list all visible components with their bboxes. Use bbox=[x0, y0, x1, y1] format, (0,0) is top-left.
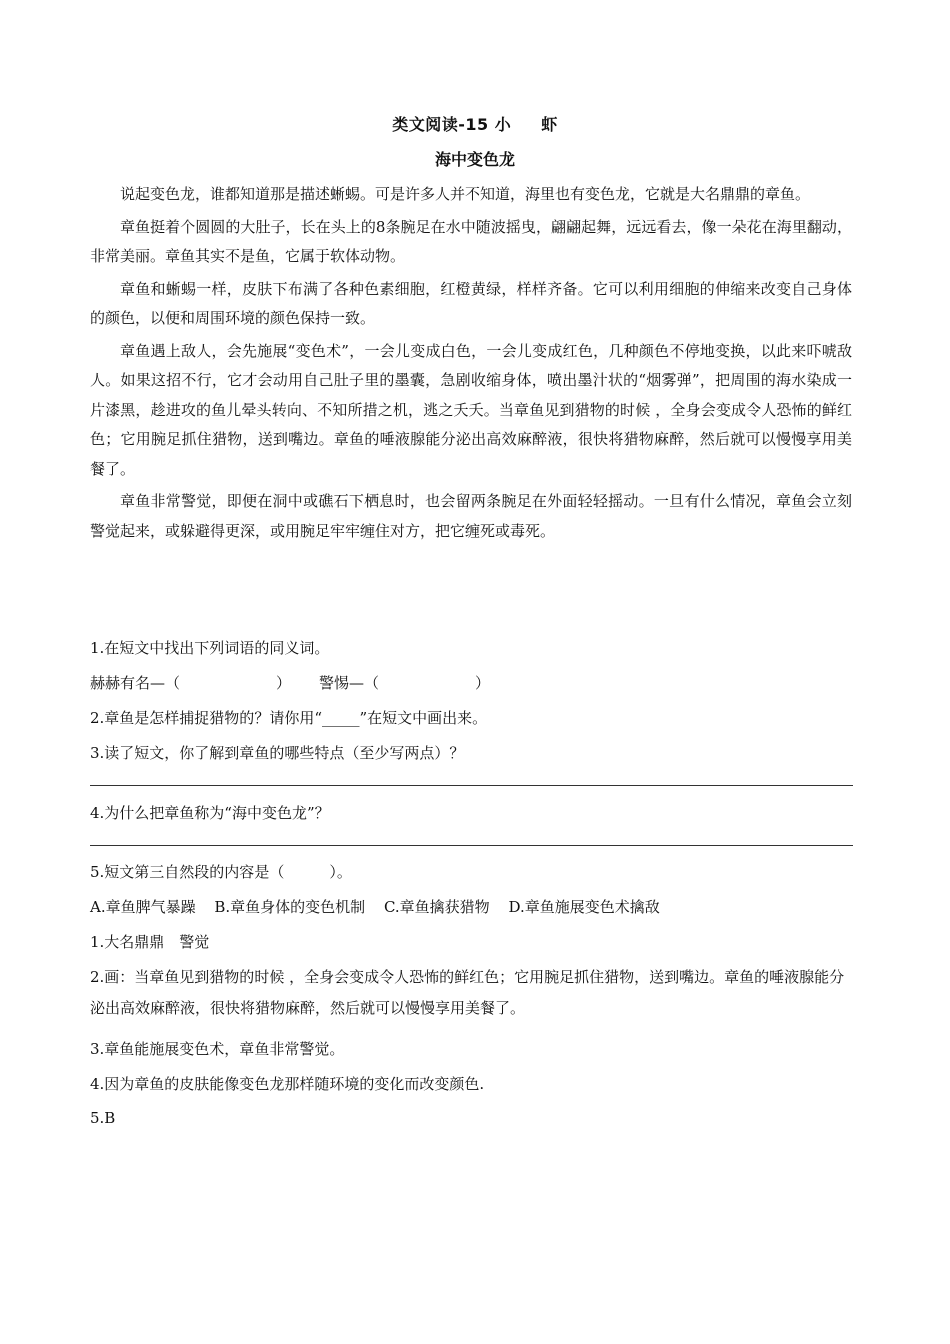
document-title bbox=[0, 112, 950, 135]
question-1-items: 赫赫有名—（ ） 警惕—（ ） bbox=[90, 674, 491, 692]
answer-4: 4.因为章鱼的皮肤能像变色龙那样随环境的变化而改变颜色. bbox=[90, 1075, 485, 1093]
answer-2: 2.画：当章鱼见到猎物的时候 ，全身会变成令人恐怖的鲜红色；它用腕足抓住猎物，送到嘴边。章鱼的唾液腺能分泌出高效麻醉液，很快将猎物麻醉，然后就可以慢慢享用美餐了。 bbox=[90, 968, 845, 1017]
question-5: 5.短文第三自然段的内容是（ ）。 bbox=[90, 863, 352, 881]
passage-title: 海中变色龙 bbox=[434, 150, 515, 169]
passage-paragraph-4: 章鱼遇上敌人，会先施展“变色术”，一会儿变成白色，一会儿变成红色，几种颜色不停地变换，以此来吓唬敌人。如果这招不行，它才会动用自己肚子里的墨囊，急剧收缩身体，喷出墨汁状的“烟雾弹”，把周围的海水染成一片漆黑，趁进攻的鱼儿晕头转向、不知所措之机，逃之夭夭。当章鱼见到猎物的时候 ，全身会变成令人恐怖的鲜红色；它用腕足抓住猎物，送到嘴边。章鱼的唾液腺能分泌出高效麻醉液，很快将猎物麻醉，然后就可以慢慢享用美餐了。 bbox=[90, 341, 852, 478]
answer-5: 5.B bbox=[90, 1109, 116, 1127]
option-d[interactable]: D.章鱼施展变色术擒敌 bbox=[508, 898, 660, 916]
q1-word-2: 警惕—（ bbox=[319, 674, 380, 692]
answer-line-q3[interactable] bbox=[90, 785, 853, 786]
question-3: 3.读了短文，你了解到章鱼的哪些特点（至少写两点）？ bbox=[90, 744, 465, 762]
question-5-options bbox=[90, 895, 860, 919]
answer-line-q4[interactable] bbox=[90, 845, 853, 846]
option-c[interactable]: C.章鱼擒获猎物 bbox=[383, 898, 490, 916]
passage-body bbox=[90, 180, 852, 549]
answer-3: 3.章鱼能施展变色术，章鱼非常警觉。 bbox=[90, 1040, 345, 1058]
passage-paragraph-3: 章鱼和蜥蜴一样，皮肤下布满了各种色素细胞，红橙黄绿，样样齐备。它可以利用细胞的伸缩来改变自己身体的颜色，以便和周围环境的颜色保持一致。 bbox=[90, 279, 852, 327]
title-suffix: 虾 bbox=[541, 115, 558, 134]
title-prefix: 类文阅读-15 小 bbox=[392, 115, 512, 134]
option-a[interactable]: A.章鱼脾气暴躁 bbox=[90, 898, 196, 916]
passage-paragraph-1: 说起变色龙，谁都知道那是描述蜥蜴。可是许多人并不知道，海里也有变色龙，它就是大名鼎鼎的章鱼。 bbox=[120, 185, 811, 203]
option-b[interactable]: B.章鱼身体的变色机制 bbox=[214, 898, 366, 916]
answer-1: 1.大名鼎鼎 警觉 bbox=[90, 933, 210, 951]
q1-word-1: 赫赫有名—（ bbox=[90, 674, 181, 692]
passage-paragraph-5: 章鱼非常警觉，即便在洞中或礁石下栖息时，也会留两条腕足在外面轻轻摇动。一旦有什么情况，章鱼会立刻警觉起来，或躲避得更深，或用腕足牢牢缠住对方，把它缠死或毒死。 bbox=[90, 492, 852, 540]
question-1: 1.在短文中找出下列词语的同义词。 bbox=[90, 639, 330, 657]
question-4: 4.为什么把章鱼称为“海中变色龙”？ bbox=[90, 804, 330, 822]
question-2: 2.章鱼是怎样捕捉猎物的？请你用“_____”在短文中画出来。 bbox=[90, 709, 488, 727]
passage-paragraph-2: 章鱼挺着个圆圆的大肚子，长在头上的8条腕足在水中随波摇曳，翩翩起舞，远远看去，像一朵花在海里翻动，非常美丽。章鱼其实不是鱼，它属于软体动物。 bbox=[90, 217, 852, 265]
